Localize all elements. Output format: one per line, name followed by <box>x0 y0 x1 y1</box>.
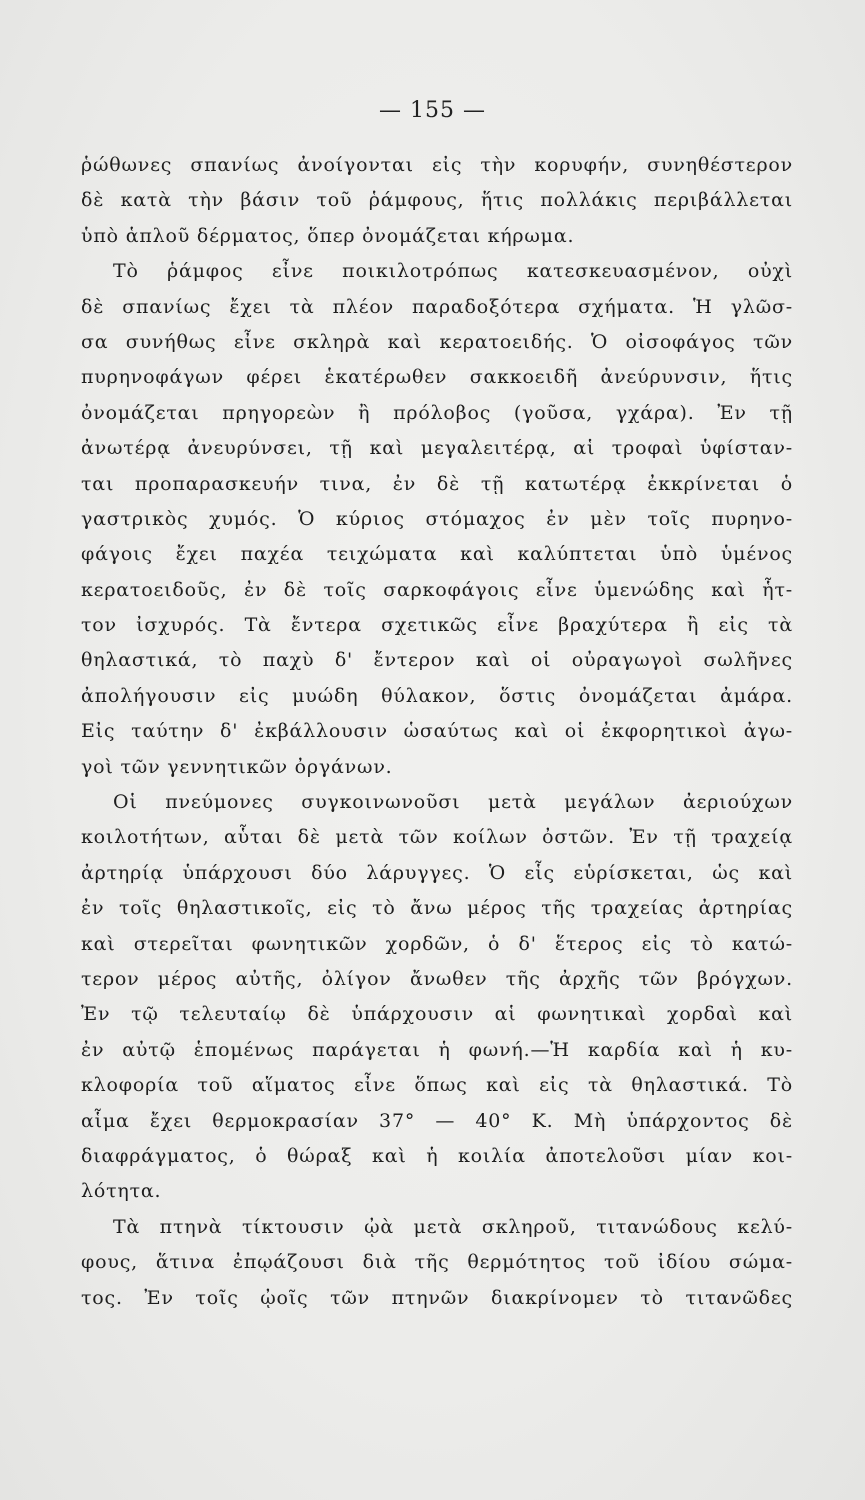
text-line: κλοφορία τοῦ αἵματος εἶνε ὅπως καὶ εἰς τὰ θηλαστικά. Τὸ <box>81 1074 793 1097</box>
text-line: τον ἰσχυρός. Τὰ ἔντερα σχετικῶς εἶνε βραχύτερα ἢ εἰς τὰ <box>81 614 793 637</box>
paragraph <box>81 1210 793 1316</box>
text-line: ἀρτηρίᾳ ὑπάρχουσι δύο λάρυγγες. Ὁ εἷς εὑρίσκεται, ὡς καὶ <box>81 861 793 884</box>
text-line: λότητα. <box>81 1180 162 1203</box>
text-line: θηλαστικά, τὸ παχὺ δ' ἔντερον καὶ οἱ οὐραγωγοὶ σωλῆνες <box>81 649 793 672</box>
page-number: — 155 — <box>379 98 486 123</box>
text-line: Οἱ πνεύμονες συγκοινωνοῦσι μετὰ μεγάλων ἀεριούχων <box>113 791 793 814</box>
paragraph <box>81 785 793 1210</box>
text-line: ἐν αὐτῷ ἑπομένως παράγεται ἡ φωνή.—Ἡ καρδία καὶ ἡ κυ- <box>81 1038 793 1061</box>
text-line: διαφράγματος, ὁ θώραξ καὶ ἡ κοιλία ἀποτελοῦσι μίαν κοι- <box>81 1144 793 1167</box>
text-line: δὲ σπανίως ἔχει τὰ πλέον παραδοξότερα σχήματα. Ἡ γλῶσ- <box>81 295 793 318</box>
text-line: ἀνωτέρᾳ ἀνευρύνσει, τῇ καὶ μεγαλειτέρᾳ, αἱ τροφαὶ ὑφίσταν- <box>81 437 793 460</box>
text-line: ἐν τοῖς θηλαστικοῖς, εἰς τὸ ἄνω μέρος τῆς τραχείας ἀρτηρίας <box>81 897 793 920</box>
text-line: Εἰς ταύτην δ' ἐκβάλλουσιν ὡσαύτως καὶ οἱ ἐκφορητικοὶ ἀγω- <box>81 720 793 743</box>
text-line: πυρηνοφάγων φέρει ἑκατέρωθεν σακκοειδῆ ἀνεύρυνσιν, ἥτις <box>81 366 793 389</box>
text-line: δὲ κατὰ τὴν βάσιν τοῦ ῥάμφους, ἥτις πολλάκις περιβάλλεται <box>81 189 793 212</box>
text-line: ται προπαρασκευήν τινα, ἐν δὲ τῇ κατωτέρᾳ ἐκκρίνεται ὁ <box>81 472 793 495</box>
text-line: σα συνήθως εἶνε σκληρὰ καὶ κερατοειδής. Ὁ οἰσοφάγος τῶν <box>81 330 793 353</box>
body-text <box>81 148 793 1316</box>
text-line: φους, ἅτινα ἐπῳάζουσι διὰ τῆς θερμότητος τοῦ ἰδίου σώμα- <box>81 1251 793 1274</box>
text-line: αἷμα ἔχει θερμοκρασίαν 37° — 40° Κ. Μὴ ὑπάρχοντος δὲ <box>81 1109 793 1132</box>
text-line: γοὶ τῶν γεννητικῶν ὀργάνων. <box>81 755 393 778</box>
text-line: τερον μέρος αὐτῆς, ὀλίγον ἄνωθεν τῆς ἀρχῆς τῶν βρόγχων. <box>81 967 793 990</box>
text-line: κερατοειδοῦς, ἐν δὲ τοῖς σαρκοφάγοις εἶνε ὑμενώδης καὶ ἧτ- <box>81 578 793 601</box>
text-line: ῥώθωνες σπανίως ἀνοίγονται εἰς τὴν κορυφήν, συνηθέστερον <box>81 154 793 176</box>
text-line: κοιλοτήτων, αὗται δὲ μετὰ τῶν κοίλων ὀστῶν. Ἐν τῇ τραχείᾳ <box>81 826 793 849</box>
text-line: Τὸ ῥάμφος εἶνε ποικιλοτρόπως κατεσκευασμένον, οὐχὶ <box>113 260 793 283</box>
text-line: ὑπὸ ἁπλοῦ δέρματος, ὅπερ ὀνομάζεται κήρωμα. <box>81 224 575 247</box>
text-line: ὀνομάζεται πρηγορεὼν ἢ πρόλοβος (γοῦσα, γχάρα). Ἐν τῇ <box>81 401 793 424</box>
text-line: φάγοις ἔχει παχέα τειχώματα καὶ καλύπτεται ὑπὸ ὑμένος <box>81 543 793 566</box>
paragraph <box>81 148 793 254</box>
paragraph <box>81 254 793 785</box>
text-line: γαστρικὸς χυμός. Ὁ κύριος στόμαχος ἐν μὲν τοῖς πυρηνο- <box>81 507 793 530</box>
text-line: Τὰ πτηνὰ τίκτουσιν ᾠὰ μετὰ σκληροῦ, τιτανώδους κελύ- <box>113 1215 793 1238</box>
text-line: καὶ στερεῖται φωνητικῶν χορδῶν, ὁ δ' ἕτερος εἰς τὸ κατώ- <box>81 932 793 955</box>
text-line: ἀπολήγουσιν εἰς μυώδη θύλακον, ὅστις ὀνομάζεται ἀμάρα. <box>81 684 793 707</box>
text-line: τος. Ἐν τοῖς ᾠοῖς τῶν πτηνῶν διακρίνομεν τὸ τιτανῶδες <box>81 1286 793 1309</box>
text-line: Ἐν τῷ τελευταίῳ δὲ ὑπάρχουσιν αἱ φωνητικαὶ χορδαὶ καὶ <box>81 1003 793 1026</box>
